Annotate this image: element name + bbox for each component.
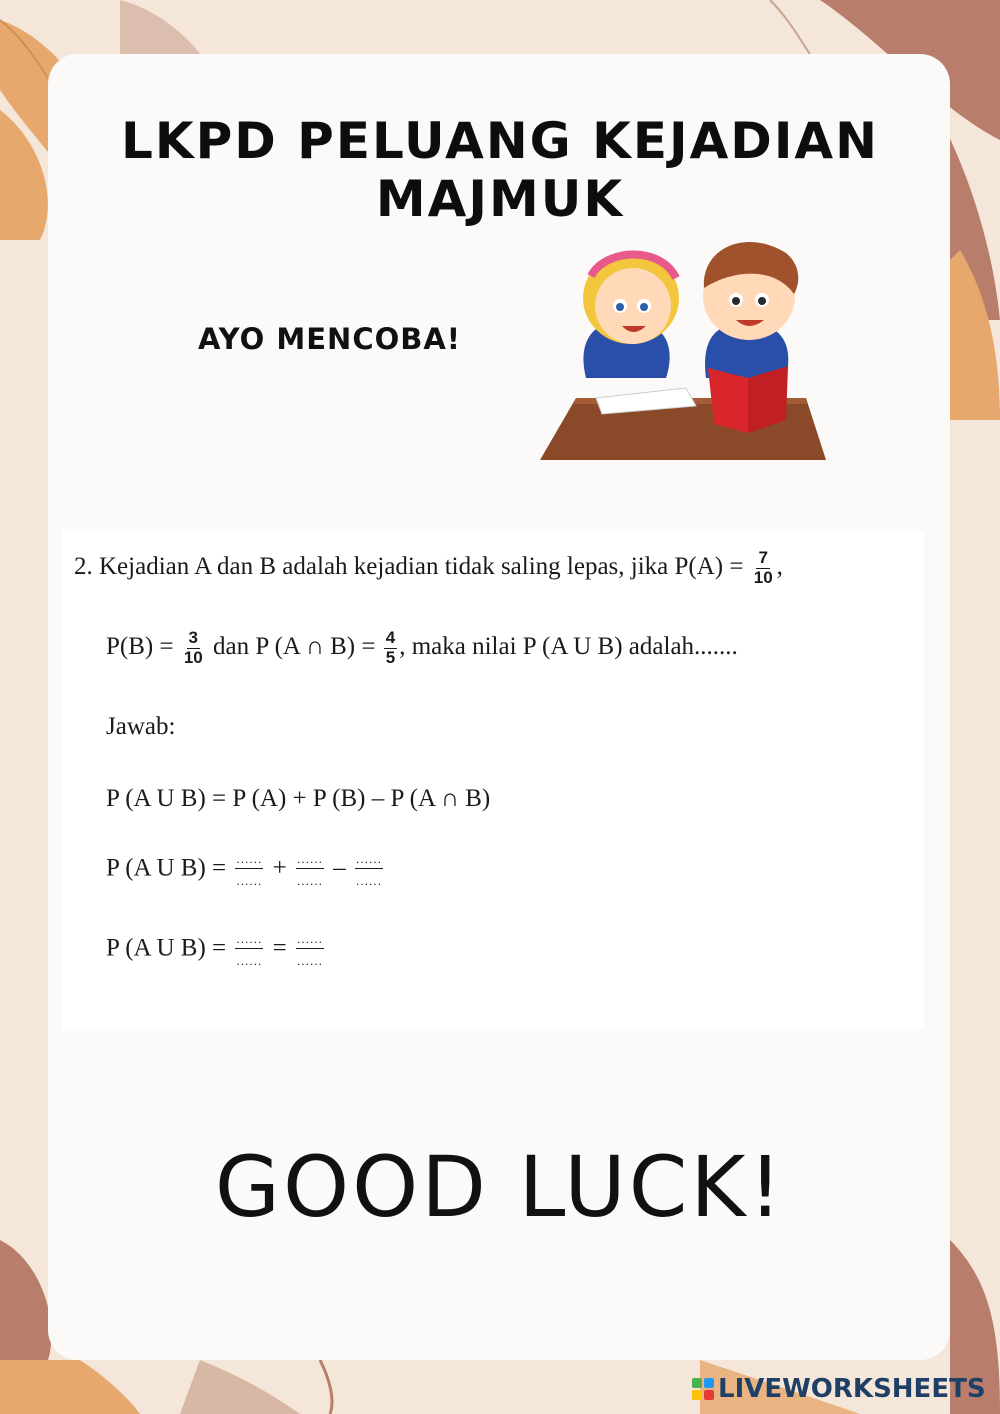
blank-numerator[interactable]: ...... [235,853,263,869]
blank-numerator[interactable]: ...... [235,933,263,949]
problem-number: 2. [74,552,93,580]
blank-fraction-1[interactable] [235,853,263,887]
problem-line-2 [106,629,738,667]
problem-line-1: 2. Kejadian A dan B adalah kejadian tidak saling lepas, jika P(A) = $\frac{7}{10}$ , [74,548,783,587]
closing-message: GOOD LUCK! [214,1138,786,1236]
blank-denominator[interactable]: ...... [356,874,383,888]
blank-numerator[interactable]: ...... [296,853,324,869]
blank-denominator[interactable]: ...... [236,954,263,968]
children-reading-illustration [536,228,826,460]
answer-label: Jawab: [106,713,176,740]
fraction-numerator: 7 [758,548,768,567]
logo-icon [692,1378,714,1400]
problem-statement: Kejadian A dan B adalah kejadian tidak saling lepas, jika P(A) = [99,552,744,580]
fraction-pa [752,549,775,587]
fraction-numerator: 3 [188,628,199,647]
brand-name: LIVEWORKSHEETS [718,1374,986,1404]
plus-sign: + [272,854,287,882]
pab-label: dan P (A ∩ B) = [213,632,376,660]
blank-fraction-4[interactable] [235,933,263,967]
fraction-pab [384,629,397,667]
equals-sign: = [272,934,287,962]
fraction-pb [182,629,205,667]
blank-numerator[interactable]: ...... [355,853,383,869]
blank-denominator[interactable]: ...... [236,874,263,888]
blank-fraction-2[interactable] [296,853,324,887]
fraction-denominator: 5 [385,647,396,667]
blank-denominator[interactable]: ...... [297,954,324,968]
page-title: LKPD PELUANG KEJADIAN MAJMUK [121,112,879,228]
pb-label: P(B) = [106,632,174,660]
step-2 [106,933,327,967]
blank-numerator[interactable]: ...... [296,933,324,949]
liveworksheets-logo [692,1374,986,1404]
minus-sign: – [333,854,346,882]
step-1-lhs: P (A U B) = [106,854,227,882]
step-2-lhs: P (A U B) = [106,934,227,962]
problem-card [62,531,924,1029]
question-tail: , maka nilai P (A U B) adalah....... [399,632,738,660]
step-1 [106,853,386,887]
section-heading: AYO MENCOBA! [198,322,462,356]
fraction-denominator: 10 [183,647,203,667]
union-formula: P (A U B) = P (A) + P (B) – P (A ∩ B) [106,785,491,812]
blank-fraction-3[interactable] [355,853,383,887]
fraction-numerator: 4 [385,628,396,647]
fraction-denominator: 10 [753,567,773,587]
blank-denominator[interactable]: ...... [297,874,324,888]
blank-fraction-5[interactable] [296,933,324,967]
